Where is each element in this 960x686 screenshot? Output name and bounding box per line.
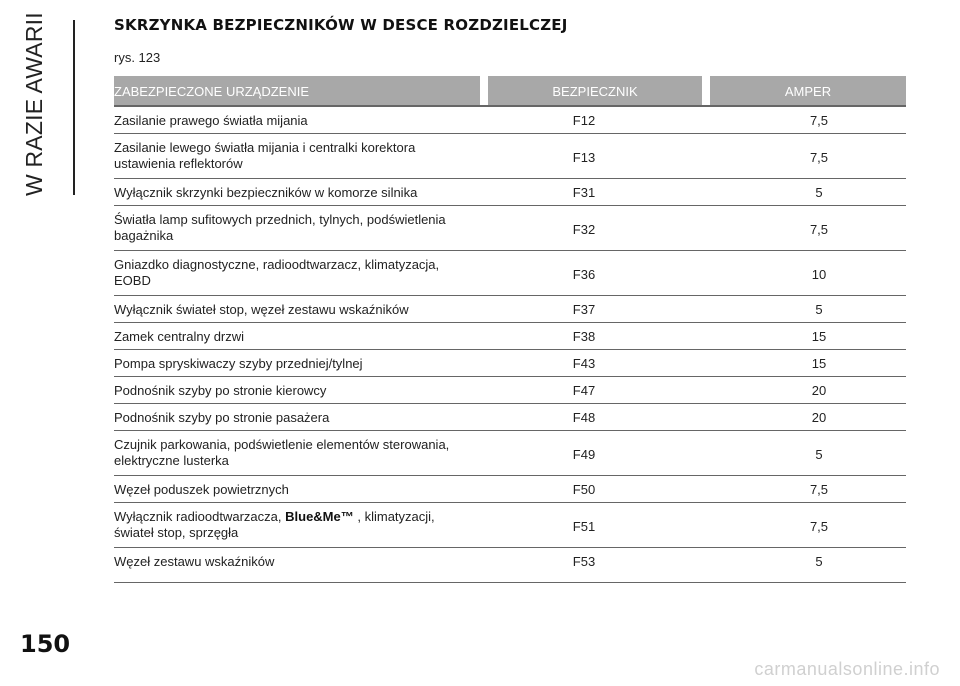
device-line: Gniazdko diagnostyczne, radioodtwarzacz, klimatyzacja,: [114, 257, 440, 272]
fuse-cell: F49: [572, 447, 596, 462]
amp-cell: 7,5: [809, 519, 829, 534]
fuse-cell: F38: [572, 329, 596, 344]
device-line: elektryczne lusterka: [114, 453, 229, 468]
table-row: [114, 377, 906, 404]
amp-cell: 5: [815, 185, 823, 200]
table-row: [114, 206, 906, 251]
amp-cell: 20: [811, 410, 827, 425]
table-row: [114, 404, 906, 431]
table-row: [114, 296, 906, 323]
table-row: [114, 107, 906, 134]
amp-cell: 15: [811, 329, 827, 344]
amp-cell: 7,5: [809, 113, 829, 128]
fuse-cell: F50: [572, 482, 596, 497]
device-cell: [114, 257, 484, 289]
device-line: Światła lamp sufitowych przednich, tylnych, podświetlenia: [114, 212, 446, 227]
amp-cell: 5: [815, 302, 823, 317]
device-line: ustawienia reflektorów: [114, 156, 243, 171]
device-cell: Węzeł poduszek powietrznych: [114, 482, 289, 497]
device-text: Wyłącznik radioodtwarzacza,: [114, 509, 286, 524]
fuse-cell: F48: [572, 410, 596, 425]
fuse-table: [114, 76, 906, 583]
device-text: , klimatyzacji,: [353, 509, 435, 524]
fuse-cell: F37: [572, 302, 596, 317]
fuse-cell: F36: [572, 267, 596, 282]
device-cell: Zasilanie prawego światła mijania: [114, 113, 308, 128]
device-cell: [114, 437, 484, 469]
fuse-cell: F13: [572, 150, 596, 165]
device-cell: [114, 140, 484, 172]
side-section-tab: [20, 0, 60, 200]
page-number: 150: [20, 630, 71, 658]
page-title: SKRZYNKA BEZPIECZNIKÓW W DESCE ROZDZIELCZEJ: [114, 16, 568, 34]
device-line: świateł stop, sprzęgła: [114, 525, 239, 540]
device-line: EOBD: [114, 273, 151, 288]
table-row: [114, 431, 906, 476]
amp-cell: 7,5: [809, 222, 829, 237]
fuse-cell: F53: [572, 554, 596, 569]
section-label: W RAZIE AWARII: [21, 12, 47, 196]
table-row: [114, 503, 906, 548]
fuse-cell: F12: [572, 113, 596, 128]
table-row: [114, 323, 906, 350]
device-cell: Wyłącznik skrzynki bezpieczników w komorze silnika: [114, 185, 418, 200]
amp-cell: 5: [815, 554, 823, 569]
amp-cell: 5: [815, 447, 823, 462]
device-cell: [114, 212, 484, 244]
header-fuse: BEZPIECZNIK: [488, 76, 702, 105]
device-cell: Zamek centralny drzwi: [114, 329, 245, 344]
header-device: ZABEZPIECZONE URZĄDZENIE: [114, 76, 480, 105]
amp-cell: 7,5: [809, 150, 829, 165]
fuse-cell: F51: [572, 519, 596, 534]
table-row: [114, 251, 906, 296]
header-amp: AMPER: [710, 76, 906, 105]
device-line: Czujnik parkowania, podświetlenie elementów sterowania,: [114, 437, 450, 452]
device-cell: Węzeł zestawu wskaźników: [114, 554, 275, 569]
fuse-cell: F47: [572, 383, 596, 398]
table-row: [114, 350, 906, 377]
fuse-cell: F32: [572, 222, 596, 237]
fuse-cell: F31: [572, 185, 596, 200]
table-row: [114, 476, 906, 503]
device-line: bagażnika: [114, 228, 174, 243]
table-header: [114, 76, 906, 105]
watermark: carmanualsonline.info: [754, 659, 940, 679]
brand-name: Blue&Me™: [285, 509, 354, 524]
device-line: Zasilanie lewego światła mijania i centralki korektora: [114, 140, 416, 155]
table-row: [114, 179, 906, 206]
amp-cell: 15: [811, 356, 827, 371]
amp-cell: 20: [811, 383, 827, 398]
figure-reference: rys. 123: [114, 50, 161, 65]
device-cell: [114, 509, 484, 541]
table-row: [114, 548, 906, 583]
table-row: [114, 134, 906, 179]
fuse-cell: F43: [572, 356, 596, 371]
device-cell: Pompa spryskiwaczy szyby przedniej/tylnej: [114, 356, 363, 371]
section-divider: [73, 20, 75, 195]
device-cell: Wyłącznik świateł stop, węzeł zestawu wskaźników: [114, 302, 409, 317]
device-cell: Podnośnik szyby po stronie pasażera: [114, 410, 330, 425]
amp-cell: 10: [811, 267, 827, 282]
device-cell: Podnośnik szyby po stronie kierowcy: [114, 383, 327, 398]
amp-cell: 7,5: [809, 482, 829, 497]
